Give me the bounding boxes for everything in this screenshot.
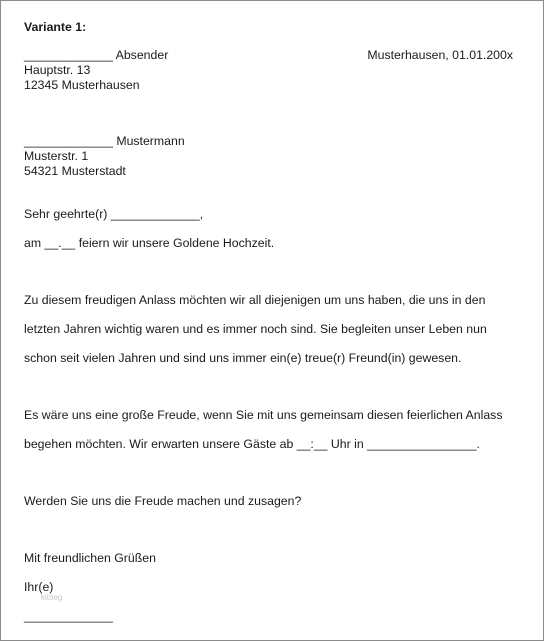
paragraph-line: schon seit vielen Jahren und sind uns immer ein(e) treue(r) Freund(in) gewesen. <box>24 351 462 365</box>
sender-city: 12345 Musterhausen <box>24 78 140 92</box>
salutation: Sehr geehrte(r) _____________, <box>24 207 204 221</box>
signature-line: _____________ <box>24 609 113 623</box>
sender-street: Hauptstr. 13 <box>24 63 91 77</box>
paragraph-line: Zu diesem freudigen Anlass möchten wir all diejenigen um uns haben, die uns in den <box>24 293 486 307</box>
paragraph-line: Es wäre uns eine große Freude, wenn Sie mit uns gemeinsam diesen feierlichen Anlass <box>24 408 503 422</box>
recipient-street: Musterstr. 1 <box>24 149 89 163</box>
paragraph-line: letzten Jahren wichtig waren und es immer noch sind. Sie begleiten unser Leben nun <box>24 322 487 336</box>
watermark: kitöeg <box>41 593 63 602</box>
recipient-city: 54321 Musterstadt <box>24 164 126 178</box>
variant-heading: Variante 1: <box>24 20 87 34</box>
sender-name-line: _____________ Absender <box>24 48 169 62</box>
intro-line: am __.__ feiern wir unsere Goldene Hochzeit. <box>24 236 275 250</box>
closing-greeting: Mit freundlichen Grüßen <box>24 551 156 565</box>
question-line: Werden Sie uns die Freude machen und zusagen? <box>24 494 302 508</box>
place-date: Musterhausen, 01.01.200x <box>367 48 513 62</box>
recipient-name-line: _____________ Mustermann <box>24 134 185 148</box>
signature-name: Ihr(e) <box>24 580 54 594</box>
paragraph-line: begehen möchten. Wir erwarten unsere Gäste ab __:__ Uhr in ________________. <box>24 437 480 451</box>
